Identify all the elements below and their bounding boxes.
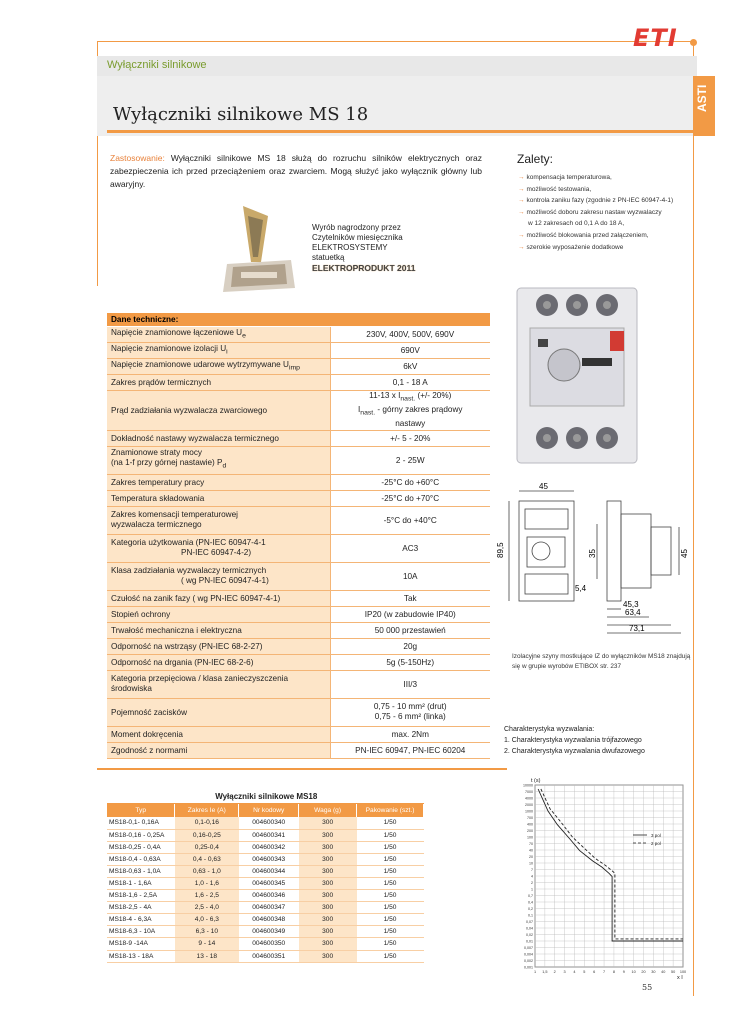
chart-x-tick-label: 4 xyxy=(573,970,576,974)
spec-key: Kategoria użytkowania (PN-IEC 60947-4-1 PN-IEC 60947-4-2) xyxy=(107,534,330,562)
product-cell: 1,6 - 2,5 xyxy=(175,890,239,902)
side-tab xyxy=(693,76,715,136)
product-cell: 004600342 xyxy=(239,841,299,853)
chart-y-tick-label: 40 xyxy=(529,848,533,853)
advantage-text: w 12 zakresach od 0,1 A do 18 A, xyxy=(528,220,625,228)
product-cell: 1,0 - 1,6 xyxy=(175,877,239,889)
application-text: Wyłączniki silnikowe MS 18 służą do rozruchu silników elektrycznych oraz zabezpieczenia ich przed przeciążeniem oraz zwarciem. Mogą służyć jako wyłącznik główny lub awaryjny. xyxy=(110,153,482,189)
product-cell: 004600340 xyxy=(239,817,299,829)
spec-key: Napięcie znamionowe łączeniowe $U_e$ xyxy=(107,326,330,342)
award-line-1: Wyrób nagrodzony przez xyxy=(312,223,401,232)
spec-key: Pojemność zacisków xyxy=(107,698,330,726)
chart-y-tick-label: 0,07 xyxy=(526,920,533,924)
spec-value: IP20 (w zabudowie IP40) xyxy=(330,606,490,622)
advantage-text: szerokie wyposażenie dodatkowe xyxy=(526,243,624,251)
chart-y-tick-label: 4 xyxy=(531,874,533,879)
advantage-text: możliwość doboru zakresu nastaw wyzwalaczy xyxy=(526,208,662,216)
products-table xyxy=(107,790,424,963)
title-underline xyxy=(107,130,693,133)
technical-data-header: Dane techniczne: xyxy=(107,313,490,326)
page-number: 55 xyxy=(642,983,653,992)
award-line-2: Czytelników miesięcznika xyxy=(312,233,403,242)
product-row xyxy=(107,890,424,902)
spec-value: 230V, 400V, 500V, 690V xyxy=(330,326,490,342)
award-brand: ELEKTROPRODUKT 2011 xyxy=(312,263,416,273)
spec-key: Stopień ochrony xyxy=(107,606,330,622)
chart-y-tick-label: 0,04 xyxy=(526,926,533,931)
award-line-4: statuetką xyxy=(312,253,345,262)
product-cell: 300 xyxy=(299,841,357,853)
chart-y-tick-label: 4000 xyxy=(525,796,533,801)
product-cell: 300 xyxy=(299,890,357,902)
product-row xyxy=(107,902,424,914)
chart-y-tick-label: 0,001 xyxy=(524,965,533,970)
spec-key: Odporność na wstrząsy (PN-IEC 68-2-27) xyxy=(107,638,330,654)
chart-y-tick-label: 0,7 xyxy=(528,894,533,898)
advantage-item xyxy=(518,207,673,219)
column-header: Waga (g) xyxy=(299,803,357,817)
product-cell: 300 xyxy=(299,877,357,889)
bottom-separator xyxy=(97,768,507,770)
product-cell: 004600343 xyxy=(239,853,299,865)
spec-key: Trwałość mechaniczna i elektryczna xyxy=(107,622,330,638)
spec-value: III/3 xyxy=(330,670,490,698)
characteristic-caption xyxy=(504,724,645,757)
application-paragraph xyxy=(110,152,482,191)
spec-key: Dokładność nastawy wyzwalacza termicznego xyxy=(107,430,330,446)
isolation-note: Izolacyjne szyny mostkujące IZ do wyłączników MS18 znajdują się w grupie wyrobów ETIBOX str. 237 xyxy=(512,653,691,670)
chart-y-tick-label: 10 xyxy=(529,861,533,866)
spec-key: Klasa zadziałania wyzwalaczy termicznych ( wg PN-IEC 60947-4-1) xyxy=(107,562,330,590)
spec-value: +/- 5 - 20% xyxy=(330,430,490,446)
product-cell: 1/50 xyxy=(357,829,424,841)
product-cell: 300 xyxy=(299,817,357,829)
product-cell: 1/50 xyxy=(357,914,424,926)
product-cell: MS18-4 - 6,3A xyxy=(107,914,175,926)
chart-x-tick-label: 6 xyxy=(593,970,596,974)
product-row xyxy=(107,817,424,829)
spec-value: 2 - 25W xyxy=(330,446,490,474)
product-cell: 0,63 - 1,0 xyxy=(175,865,239,877)
dim-label: 45,3 xyxy=(623,600,639,609)
chart-x-tick-label: 8 xyxy=(612,970,615,974)
product-cell: 1/50 xyxy=(357,902,424,914)
frame-top-line xyxy=(97,41,693,42)
product-cell: MS18-1,6 - 2,5A xyxy=(107,890,175,902)
product-cell: 300 xyxy=(299,914,357,926)
chart-y-tick-label: 0,002 xyxy=(524,959,533,963)
product-cell: MS18-13 - 18A xyxy=(107,950,175,962)
product-cell: 13 - 18 xyxy=(175,950,239,962)
dim-label: 45 xyxy=(680,549,689,558)
spec-value: -25°C do +70°C xyxy=(330,490,490,506)
chart-y-tick-label: 20 xyxy=(529,855,533,859)
section-label: Wyłączniki silnikowe xyxy=(107,59,207,71)
advantage-text: kontrola zaniku fazy (zgodnie z PN-IEC 60947-4-1) xyxy=(526,197,674,205)
product-cell: 004600344 xyxy=(239,865,299,877)
products-body xyxy=(107,817,424,962)
chart-y-tick-label: 0,004 xyxy=(524,952,533,957)
product-cell: 300 xyxy=(299,829,357,841)
spec-value: 0,75 - 10 mm² (drut) 0,75 - 6 mm² (linka) xyxy=(330,698,490,726)
product-cell: 0,4 - 0,63 xyxy=(175,853,239,865)
product-row xyxy=(107,865,424,877)
product-cell: MS18-0,1- 0,16A xyxy=(107,817,175,829)
spec-key: Napięcie znamionowe izolacji $U_i$ xyxy=(107,342,330,358)
product-cell: 004600346 xyxy=(239,890,299,902)
product-cell: 300 xyxy=(299,853,357,865)
side-tab-label: ASTI xyxy=(695,84,709,112)
product-cell: MS18-0,16 - 0,25A xyxy=(107,829,175,841)
chart-y-tick-label: 1 xyxy=(531,887,533,892)
spec-value: 5g (5-150Hz) xyxy=(330,654,490,670)
chart-x-tick-label: 1,5 xyxy=(542,970,548,974)
technical-data-table xyxy=(107,313,490,759)
characteristic-line-2: 2. Charakterystyka wyzwalania dwufazowego xyxy=(504,748,645,755)
column-header: Zakres Ie (A) xyxy=(175,803,239,817)
eti-logo: ETI xyxy=(633,24,678,52)
spec-key: Zakres prądów termicznych xyxy=(107,374,330,390)
product-cell: 004600351 xyxy=(239,950,299,962)
chart-y-axis-label: t (s) xyxy=(531,778,541,784)
chart-x-tick-label: 40 xyxy=(661,970,666,974)
award-line-3: ELEKTROSYSTEMY xyxy=(312,243,388,252)
spec-value: 690V xyxy=(330,342,490,358)
spec-key: Czułość na zanik fazy ( wg PN-IEC 60947-4-1) xyxy=(107,590,330,606)
dim-label: 45 xyxy=(539,482,548,491)
chart-y-tick-label: 1000 xyxy=(525,809,533,814)
products-caption: Wyłączniki silnikowe MS18 xyxy=(107,790,424,803)
page-title: Wyłączniki silnikowe MS 18 xyxy=(113,104,369,125)
spec-key: Zgodność z normami xyxy=(107,742,330,758)
spec-key: Temperatura składowania xyxy=(107,490,330,506)
advantage-item xyxy=(518,230,673,242)
spec-key: Kategoria przepięciowa / klasa zanieczyszczenia środowiska xyxy=(107,670,330,698)
chart-x-tick-label: 50 xyxy=(671,970,676,974)
chart-y-tick-label: 400 xyxy=(527,822,533,827)
product-cell: MS18-2,5 - 4A xyxy=(107,902,175,914)
product-cell: 004600345 xyxy=(239,877,299,889)
spec-value: -25°C do +60°C xyxy=(330,474,490,490)
chart-y-tick-label: 2000 xyxy=(525,803,533,807)
chart-y-tick-label: 100 xyxy=(527,835,533,840)
arrow-icon: → xyxy=(518,208,525,216)
dimension-drawing xyxy=(497,479,697,639)
chart-y-tick-label: 0,1 xyxy=(528,913,533,918)
product-cell: 1/50 xyxy=(357,926,424,938)
chart-legend-label: 2 pol xyxy=(651,841,661,846)
product-row xyxy=(107,938,424,950)
arrow-icon: → xyxy=(518,174,525,181)
award-text xyxy=(312,223,415,273)
dim-label: 5,4 xyxy=(575,584,587,593)
column-header: Nr kodowy xyxy=(239,803,299,817)
column-header: Pakowanie (szt.) xyxy=(357,803,424,817)
dim-label: 63,4 xyxy=(625,608,641,617)
product-cell: 300 xyxy=(299,902,357,914)
dim-label: 73,1 xyxy=(629,624,645,633)
dim-label: 35 xyxy=(588,549,597,558)
product-cell: 6,3 - 10 xyxy=(175,926,239,938)
product-cell: 004600341 xyxy=(239,829,299,841)
advantage-item xyxy=(518,184,673,196)
product-cell: 300 xyxy=(299,926,357,938)
chart-x-tick-label: 3 xyxy=(563,970,566,974)
chart-y-tick-label: 200 xyxy=(527,829,533,833)
award-statuette-image xyxy=(213,202,301,298)
chart-y-tick-label: 2 xyxy=(531,881,533,885)
arrow-icon: → xyxy=(518,243,525,251)
advantage-text: możliwość blokowania przed załączeniem, xyxy=(526,231,649,239)
chart-y-tick-label: 7 xyxy=(531,868,533,872)
chart-x-tick-label: 30 xyxy=(651,970,656,974)
column-header: Typ xyxy=(107,803,175,817)
product-cell: MS18-0,63 - 1,0A xyxy=(107,865,175,877)
spec-key: Moment dokręcenia xyxy=(107,726,330,742)
arrow-icon: → xyxy=(518,231,525,239)
spec-value: Tak xyxy=(330,590,490,606)
product-row xyxy=(107,841,424,853)
chart-x-axis-label: x I xyxy=(677,975,683,981)
chart-y-tick-label: 0,4 xyxy=(528,900,533,905)
product-cell: 1/50 xyxy=(357,890,424,902)
product-cell: 300 xyxy=(299,950,357,962)
product-cell: 300 xyxy=(299,865,357,877)
product-cell: MS18-0,25 - 0,4A xyxy=(107,841,175,853)
product-cell: 1/50 xyxy=(357,841,424,853)
advantage-text: kompensacja temperaturowa, xyxy=(526,174,612,181)
chart-y-tick-label: 700 xyxy=(527,816,533,820)
product-cell: 1/50 xyxy=(357,817,424,829)
advantage-item xyxy=(518,242,673,254)
application-label: Zastosowanie: xyxy=(110,153,165,163)
spec-value: 0,1 - 18 A xyxy=(330,374,490,390)
chart-x-tick-label: 10 xyxy=(631,970,636,974)
product-cell: 004600348 xyxy=(239,914,299,926)
chart-y-tick-label: 70 xyxy=(529,842,533,846)
advantages-list xyxy=(518,172,673,253)
advantages-title: Zalety: xyxy=(517,152,554,166)
spec-value: -5°C do +40°C xyxy=(330,506,490,534)
spec-key: Zakres temperatury pracy xyxy=(107,474,330,490)
product-cell: 0,1-0,16 xyxy=(175,817,239,829)
section-header xyxy=(97,56,697,76)
product-cell: 1/50 xyxy=(357,877,424,889)
product-cell: MS18-9 -14A xyxy=(107,938,175,950)
advantage-item xyxy=(518,195,673,207)
chart-x-tick-label: 1 xyxy=(533,970,537,974)
spec-key: Odporność na drgania (PN-IEC 68-2-6) xyxy=(107,654,330,670)
product-cell: 1/50 xyxy=(357,950,424,962)
spec-value: 10A xyxy=(330,562,490,590)
product-row xyxy=(107,926,424,938)
arrow-icon: → xyxy=(518,185,525,193)
advantage-item xyxy=(518,218,673,230)
product-row xyxy=(107,877,424,889)
product-row xyxy=(107,829,424,841)
chart-y-tick-label: 0,2 xyxy=(528,907,533,911)
product-cell: 9 - 14 xyxy=(175,938,239,950)
product-cell: 1/50 xyxy=(357,853,424,865)
characteristic-title: Charakterystyka wyzwalania: xyxy=(504,726,595,733)
product-cell: MS18-0,4 - 0,63A xyxy=(107,853,175,865)
product-cell: 1/50 xyxy=(357,938,424,950)
chart-x-tick-label: 20 xyxy=(641,970,646,974)
product-cell: 0,16-0,25 xyxy=(175,829,239,841)
chart-y-tick-label: 0,007 xyxy=(524,946,533,950)
corner-dot xyxy=(690,39,697,46)
chart-x-tick-label: 2 xyxy=(553,970,556,974)
advantage-item xyxy=(518,172,673,184)
spec-key: Znamionowe straty mocy (na 1-f przy górnej nastawie) $P_d$ xyxy=(107,446,330,474)
product-row xyxy=(107,853,424,865)
chart-x-tick-label: 9 xyxy=(622,970,625,974)
product-cell: MS18-1 - 1,6A xyxy=(107,877,175,889)
product-cell: 4,0 - 6,3 xyxy=(175,914,239,926)
product-cell: 1/50 xyxy=(357,865,424,877)
arrow-icon: → xyxy=(518,197,525,205)
spec-value: max. 2Nm xyxy=(330,726,490,742)
advantage-text: możliwość testowania, xyxy=(526,185,592,193)
product-row xyxy=(107,950,424,962)
spec-value: 20g xyxy=(330,638,490,654)
product-photo xyxy=(512,283,642,468)
spec-value: PN-IEC 60947, PN-IEC 60204 xyxy=(330,742,490,758)
spec-key: Zakres komensacji temperaturowej wyzwalacza termicznego xyxy=(107,506,330,534)
chart-x-tick-label: 7 xyxy=(603,970,606,974)
chart-y-tick-label: 0,02 xyxy=(526,933,533,937)
chart-y-tick-label: 7000 xyxy=(525,790,533,794)
product-row xyxy=(107,914,424,926)
product-cell: 0,25-0,4 xyxy=(175,841,239,853)
spec-value: 6kV xyxy=(330,358,490,374)
product-cell: 2,5 - 4,0 xyxy=(175,902,239,914)
chart-y-tick-label: 10000 xyxy=(523,783,533,788)
spec-value: 50 000 przestawień xyxy=(330,622,490,638)
product-cell: MS18-6,3 - 10A xyxy=(107,926,175,938)
dim-label: 89,5 xyxy=(496,542,505,558)
spec-key: Napięcie znamionowe udarowe wytrzymywane $U_{imp}$ xyxy=(107,358,330,374)
product-cell: 004600349 xyxy=(239,926,299,938)
chart-x-tick-label: 100 xyxy=(679,970,687,974)
spec-value: 11-13 x $I_{nast.}$ (+/- 20%) $I_{nast.}$ - górny zakres prądowy nastawy xyxy=(330,390,490,430)
characteristic-line-1: 1. Charakterystyka wyzwalania trójfazowego xyxy=(504,737,642,744)
chart-x-tick-label: 5 xyxy=(583,970,586,974)
product-cell: 300 xyxy=(299,938,357,950)
spec-key: Prąd zadziałania wyzwalacza zwarciowego xyxy=(107,390,330,430)
chart-legend-label: 3 pol xyxy=(651,833,661,838)
chart-y-tick-label: 0,01 xyxy=(526,939,533,944)
trip-characteristic-chart xyxy=(505,773,693,981)
product-cell: 004600347 xyxy=(239,902,299,914)
product-cell: 004600350 xyxy=(239,938,299,950)
spec-value: AC3 xyxy=(330,534,490,562)
